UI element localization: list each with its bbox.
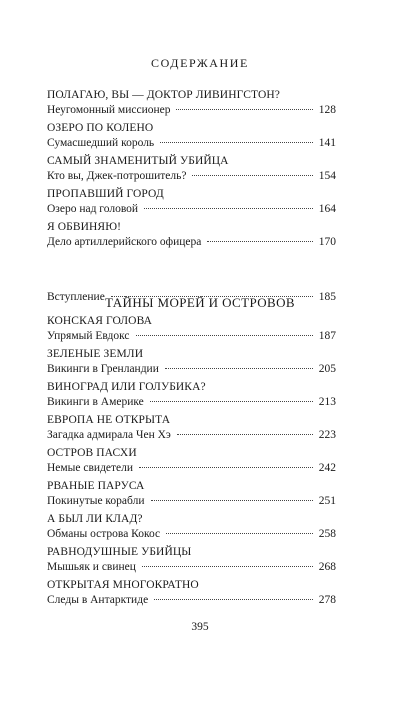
dot-leader (166, 533, 313, 534)
toc-entry-page: 185 (318, 291, 336, 303)
toc-entry-line (47, 395, 336, 410)
part1-entries (47, 88, 336, 253)
dot-leader (139, 467, 313, 468)
toc-entry-subtitle: Сумасшедший король (47, 137, 155, 149)
dot-leader (111, 296, 313, 297)
dot-leader (150, 401, 313, 402)
toc-entry-subtitle: Кто вы, Джек-потрошитель? (47, 170, 187, 182)
page-number: 395 (191, 621, 209, 633)
toc-entry-title: САМЫЙ ЗНАМЕНИТЫЙ УБИЙЦА (47, 155, 229, 167)
toc-entry-line (47, 494, 336, 509)
toc-entry-title: ОТКРЫТАЯ МНОГОКРАТНО (47, 579, 199, 591)
toc-entry-subtitle: Следы в Антарктиде (47, 594, 149, 606)
toc-entry-page: 141 (318, 137, 336, 149)
toc-entry (47, 479, 336, 512)
toc-entry-subtitle: Озеро над головой (47, 203, 139, 215)
dot-leader (176, 109, 312, 110)
toc-entry (47, 545, 336, 578)
toc-entry-title: ПРОПАВШИЙ ГОРОД (47, 188, 164, 200)
toc-entry-subtitle: Мышьяк и свинец (47, 561, 136, 573)
toc-entry-title: ВИНОГРАД ИЛИ ГОЛУБИКА? (47, 381, 206, 393)
toc-entry (47, 347, 336, 380)
toc-entry-page: 170 (318, 236, 336, 248)
toc-entry-subtitle: Викинги в Америке (47, 396, 144, 408)
part-heading: ТАЙНЫ МОРЕЙ И ОСТРОВОВ (105, 295, 295, 310)
toc-entry (47, 578, 336, 611)
toc-entry-subtitle: Вступление (47, 291, 105, 303)
toc-entry-title: ПОЛАГАЮ, ВЫ — ДОКТОР ЛИВИНГСТОН? (47, 89, 280, 101)
toc-entry (47, 88, 336, 121)
toc-entry-title: ОСТРОВ ПАСХИ (47, 447, 137, 459)
dot-leader (165, 368, 313, 369)
toc-entry-subtitle: Упрямый Евдокс (47, 330, 130, 342)
toc-entry (47, 220, 336, 253)
toc-entry-page: 268 (318, 561, 336, 573)
toc-entry-subtitle: Дело артиллерийского офицера (47, 236, 202, 248)
toc-entry-line (47, 136, 336, 151)
toc-entry-page: 251 (318, 495, 336, 507)
toc-entry-intro (47, 290, 336, 308)
toc-entry-title: РАВНОДУШНЫЕ УБИЙЦЫ (47, 546, 192, 558)
toc-entry-page: 187 (318, 330, 336, 342)
toc-entry-line (47, 202, 336, 217)
toc-entry-line (47, 329, 336, 344)
toc-entry-page: 205 (318, 363, 336, 375)
toc-entry (47, 446, 336, 479)
toc-entry (47, 314, 336, 347)
dot-leader (207, 241, 312, 242)
part2-entries (47, 290, 336, 308)
toc-entry-subtitle: Обманы острова Кокос (47, 528, 161, 540)
toc-entry (47, 413, 336, 446)
toc-entry-subtitle: Покинутые корабли (47, 495, 145, 507)
toc-entry-line (47, 235, 336, 250)
dot-leader (192, 175, 312, 176)
toc-entry-subtitle: Загадка адмирала Чен Хэ (47, 429, 171, 441)
contents-heading: СОДЕРЖАНИЕ (151, 56, 249, 70)
dot-leader (136, 335, 313, 336)
toc-entry-page: 128 (318, 104, 336, 116)
toc-entry-title: А БЫЛ ЛИ КЛАД? (47, 513, 143, 525)
toc-entry-line (47, 290, 336, 305)
dot-leader (177, 434, 313, 435)
toc-entry-line (47, 169, 336, 184)
toc-entry-line (47, 560, 336, 575)
toc-entry-subtitle: Немые свидетели (47, 462, 134, 474)
toc-entry-title: РВАНЫЕ ПАРУСА (47, 480, 145, 492)
dot-leader (160, 142, 313, 143)
toc-entry-page: 154 (318, 170, 336, 182)
toc-entry-page: 223 (318, 429, 336, 441)
dot-leader (142, 566, 313, 567)
toc-entry-subtitle: Неугомонный миссионер (47, 104, 171, 116)
toc-entry-title: КОНСКАЯ ГОЛОВА (47, 315, 153, 327)
toc-entry-line (47, 527, 336, 542)
toc-entry (47, 154, 336, 187)
toc-entry-page: 278 (318, 594, 336, 606)
toc-entry-line (47, 593, 336, 608)
toc-entry-page: 258 (318, 528, 336, 540)
toc-entry (47, 187, 336, 220)
toc-entry-page: 164 (318, 203, 336, 215)
part2-list (47, 314, 336, 611)
dot-leader (144, 208, 313, 209)
toc-entry-line (47, 103, 336, 118)
toc-entry-title: ЕВРОПА НЕ ОТКРЫТА (47, 414, 171, 426)
dot-leader (154, 599, 313, 600)
toc-entry-title: ОЗЕРО ПО КОЛЕНО (47, 122, 154, 134)
toc-entry-line (47, 461, 336, 476)
toc-entry-page: 242 (318, 462, 336, 474)
toc-entry (47, 380, 336, 413)
toc-entry-title: Я ОБВИНЯЮ! (47, 221, 122, 233)
dot-leader (151, 500, 313, 501)
toc-entry-subtitle: Викинги в Гренландии (47, 363, 159, 375)
toc-entry-page: 213 (318, 396, 336, 408)
toc-entry-title: ЗЕЛЕНЫЕ ЗЕМЛИ (47, 348, 144, 360)
toc-entry (47, 121, 336, 154)
toc-entry (47, 512, 336, 545)
toc-entry-line (47, 362, 336, 377)
toc-entry-line (47, 428, 336, 443)
